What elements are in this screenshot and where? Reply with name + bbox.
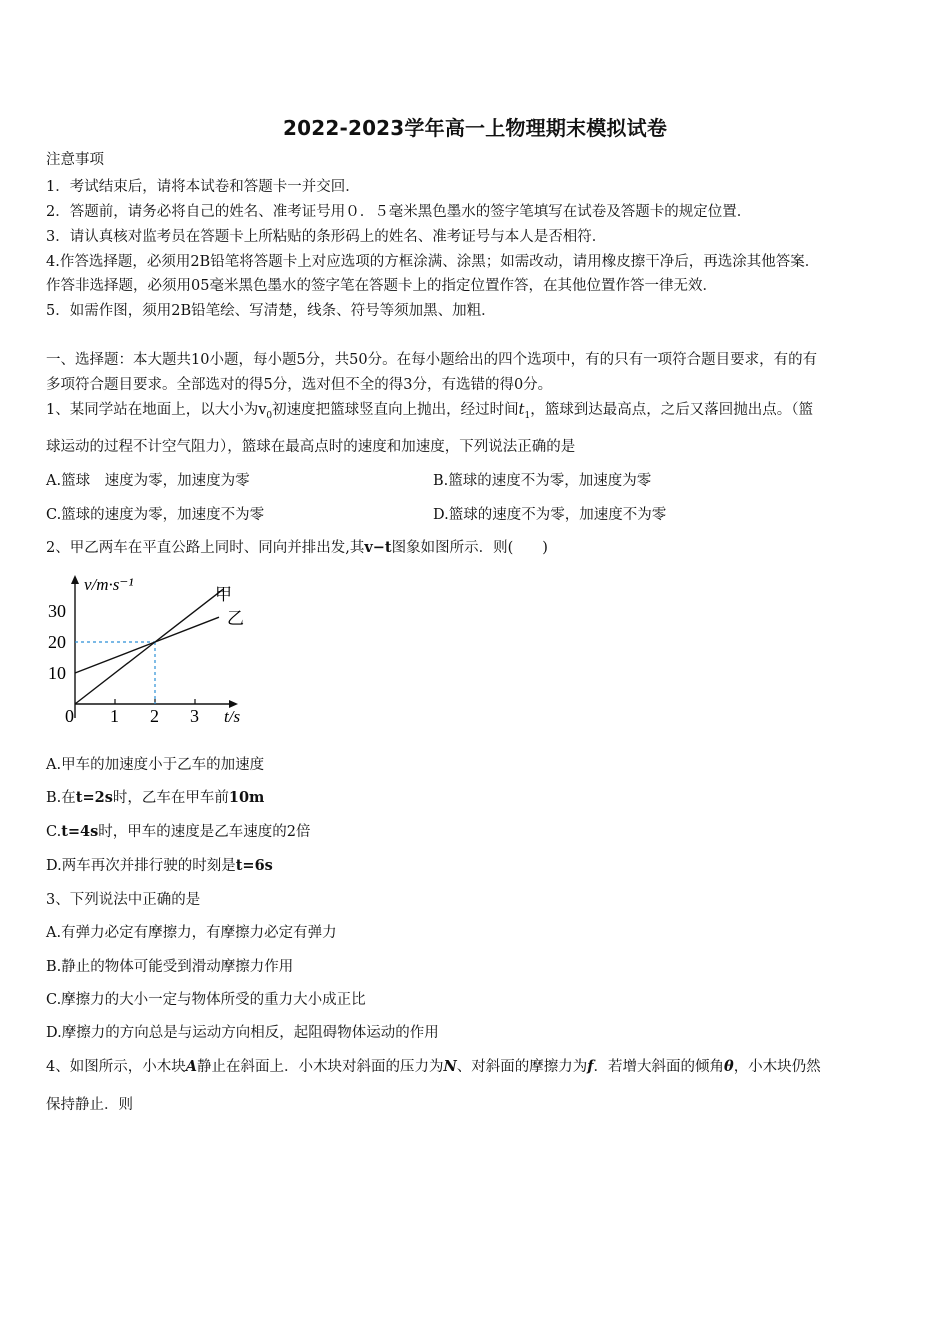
section1-instructions: 一、选择题：本大题共10小题，每小题5分，共50分。在每小题给出的四个选项中，有的只有一项符合题目要求，有的有: [46, 352, 818, 368]
y-tick-label-20: 20: [48, 632, 66, 652]
notice-item-4-cont: 作答非选择题，必须用05毫米黑色墨水的签字笔在答题卡上的指定位置作答，在其他位置作答一律无效．: [46, 278, 717, 294]
q2-b-d: 10m: [228, 789, 265, 806]
q2-c-b: t=4s: [61, 823, 99, 840]
q1-text-c: ，篮球到达最高点，之后又落回抛出点。（篮: [530, 402, 813, 418]
q3-option-d: D.摩擦力的方向总是与运动方向相反，起阻碍物体运动的作用: [46, 1025, 439, 1041]
q2-b-c: 时，乙车在甲车前: [112, 790, 229, 806]
q4-e: ，小木块仍然: [733, 1059, 821, 1075]
q4-a: 4、如图所示，小木块: [46, 1059, 186, 1075]
q1-t: t: [518, 402, 525, 418]
notice-item-1: 1．考试结束后，请将本试卷和答题卡一并交回．: [46, 179, 360, 195]
notice-item-2: 2．答题前，请务必将自己的姓名、准考证号用０．５毫米黑色墨水的签字笔填写在试卷及答题卡的规定位置．: [46, 204, 752, 220]
q2-d-b: t=6s: [235, 857, 273, 874]
q1-text-a: 1、某同学站在地面上，以大小为v: [46, 402, 267, 418]
q2-option-c: [46, 822, 908, 842]
q4-stem-cont: 保持静止．则: [46, 1097, 133, 1113]
q2-d-a: D.两车再次并排行驶的时刻是: [46, 858, 236, 874]
axis-ticks: [48, 601, 199, 726]
series-line-0: [75, 589, 223, 704]
q3-option-a: A.有弹力必定有摩擦力，有摩擦力必定有弹力: [46, 925, 337, 941]
q4-stem: [46, 1057, 908, 1077]
q2-option-a: A.甲车的加速度小于乙车的加速度: [46, 757, 265, 773]
series-line-1: [75, 617, 219, 673]
page-title: 2022-2023学年高一上物理期末模拟试卷: [282, 116, 668, 140]
q1-sub0: 0: [266, 410, 273, 421]
q4-var-f: f: [587, 1058, 594, 1075]
series-lines: [75, 589, 223, 704]
q2-option-d: [46, 856, 908, 876]
notice-item-3: 3．请认真核对监考员在答题卡上所粘贴的条形码上的姓名、准考证号与本人是否相符．: [46, 229, 607, 245]
y-tick-label-10: 10: [48, 663, 66, 683]
q4-var-a: A: [185, 1058, 197, 1075]
q1-option-b: B.篮球的速度不为零，加速度为零: [433, 473, 652, 489]
q2-b-b: t=2s: [75, 789, 113, 806]
q2-text-c: 图象如图所示．则( ): [391, 540, 548, 556]
vt-graph: [40, 570, 260, 730]
series-label-jia: 甲: [215, 585, 232, 604]
q4-d: ．若增大斜面的倾角: [593, 1059, 725, 1075]
y-axis-label: v/m·s⁻¹: [84, 575, 134, 594]
q4-b: 静止在斜面上．小木块对斜面的压力为: [197, 1059, 444, 1075]
x-tick-label-1: 1: [110, 706, 119, 726]
notice-item-5: 5．如需作图，须用2B铅笔绘、写清楚，线条、符号等须加黑、加粗．: [46, 303, 496, 319]
q4-c: 、对斜面的摩擦力为: [456, 1059, 588, 1075]
notice-heading: 注意事项: [46, 152, 104, 168]
series-label-yi: 乙: [227, 609, 244, 628]
q2-c-c: 时，甲车的速度是乙车速度的2倍: [98, 824, 311, 840]
q2-b-a: B.在: [46, 790, 76, 806]
q1-stem-cont: 球运动的过程不计空气阻力），篮球在最高点时的速度和加速度，下列说法正确的是: [46, 439, 576, 455]
q2-option-b: [46, 788, 908, 808]
q3-option-c: C.摩擦力的大小一定与物体所受的重力大小成正比: [46, 992, 366, 1008]
x-axis-label: t/s: [224, 707, 241, 726]
section1-instructions-cont: 多项符合题目要求。全部选对的得5分，选对但不全的得3分，有选错的得0分。: [46, 377, 553, 393]
q2-text-a: 2、甲乙两车在平直公路上同时、同向并排出发,其: [46, 540, 365, 556]
q4-var-n: N: [443, 1058, 457, 1075]
notice-item-4: 4.作答选择题，必须用2B铅笔将答题卡上对应选项的方框涂满、涂黑；如需改动，请用橡皮擦干净后，再选涂其他答案．: [46, 254, 820, 270]
q1-option-a: A.篮球 速度为零，加速度为零: [46, 473, 250, 489]
q4-var-theta: θ: [724, 1058, 734, 1075]
q2-text-vt: v−t: [364, 539, 392, 556]
q1-text-b: 初速度把篮球竖直向上抛出，经过时间: [272, 402, 519, 418]
q1-option-c: C.篮球的速度为零，加速度不为零: [46, 507, 265, 523]
x-tick-label-0: 0: [65, 706, 74, 726]
q3-stem: 3、下列说法中正确的是: [46, 892, 201, 908]
x-tick-label-2: 2: [150, 706, 159, 726]
q1-sub1: 1: [524, 410, 531, 421]
q2-c-a: C.: [46, 824, 62, 840]
q3-option-b: B.静止的物体可能受到滑动摩擦力作用: [46, 959, 294, 975]
q1-stem: [46, 400, 908, 426]
q2-stem: [46, 538, 908, 558]
q1-option-d: D.篮球的速度不为零，加速度不为零: [433, 507, 667, 523]
x-tick-label-3: 3: [190, 706, 199, 726]
y-tick-label-30: 30: [48, 601, 66, 621]
y-axis-arrow: [71, 575, 79, 584]
